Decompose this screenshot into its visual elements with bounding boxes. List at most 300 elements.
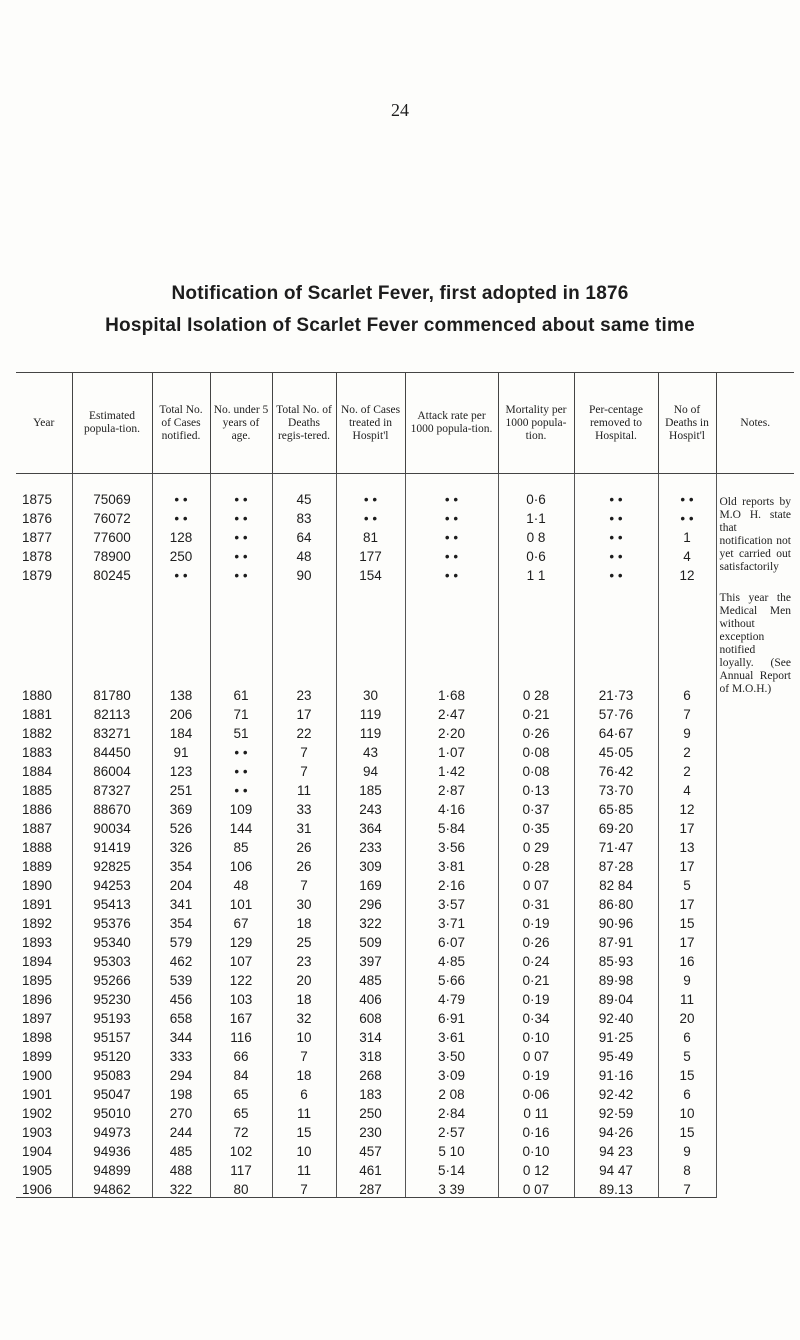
table-cell: 91·25 <box>574 1026 658 1045</box>
table-cell: 101 <box>210 893 272 912</box>
table-cell: • • <box>574 474 658 508</box>
table-cell: 169 <box>336 874 405 893</box>
table-cell: 5 <box>658 1045 716 1064</box>
table-row <box>16 741 794 760</box>
year-cell: 1895 <box>22 973 53 988</box>
table-cell: 2·84 <box>405 1102 498 1121</box>
year-cell: 1897 <box>22 1011 53 1026</box>
table-cell: 3·81 <box>405 855 498 874</box>
table-cell: 364 <box>336 817 405 836</box>
table-row <box>16 798 794 817</box>
notes-cell <box>716 474 794 1198</box>
title-line-2: Hospital Isolation of Scarlet Fever commenced about same time <box>105 315 695 336</box>
table-cell: 287 <box>336 1178 405 1198</box>
table-cell: 8 <box>658 1159 716 1178</box>
table-cell: 3·50 <box>405 1045 498 1064</box>
table-row <box>16 874 794 893</box>
table-cell: 85 <box>210 836 272 855</box>
table-cell: 0 07 <box>498 1178 574 1198</box>
table-cell: 3·61 <box>405 1026 498 1045</box>
table-cell: 354 <box>152 855 210 874</box>
table-cell: • • <box>336 507 405 526</box>
column-header: Year <box>16 373 72 474</box>
table-cell: 77600 <box>72 526 152 545</box>
table-cell: 526 <box>152 817 210 836</box>
table-cell: 344 <box>152 1026 210 1045</box>
table-row <box>16 1064 794 1083</box>
table-cell: 116 <box>210 1026 272 1045</box>
table-cell: 11 <box>272 1102 336 1121</box>
table-cell: 243 <box>336 798 405 817</box>
table-cell: 154 <box>336 564 405 583</box>
table-cell: • • <box>210 526 272 545</box>
column-header: Per-centage removed to Hospital. <box>574 373 658 474</box>
table-cell: 2 08 <box>405 1083 498 1102</box>
table-cell: 22 <box>272 722 336 741</box>
table-cell: 6·91 <box>405 1007 498 1026</box>
table-cell: 87·28 <box>574 855 658 874</box>
table-cell: 369 <box>152 798 210 817</box>
column-header: Mortality per 1000 popula-tion. <box>498 373 574 474</box>
table-cell: 250 <box>152 545 210 564</box>
table-cell: 333 <box>152 1045 210 1064</box>
year-cell: 1878 <box>22 549 53 564</box>
table-cell: 0 29 <box>498 836 574 855</box>
year-cell: 1893 <box>22 935 53 950</box>
table-cell: 15 <box>658 1121 716 1140</box>
table-cell: 106 <box>210 855 272 874</box>
table-cell: • • <box>152 564 210 583</box>
table-cell: 7 <box>272 874 336 893</box>
table-cell: 128 <box>152 526 210 545</box>
table-cell: 119 <box>336 722 405 741</box>
table-cell: 12 <box>658 798 716 817</box>
year-cell: 1892 <box>22 916 53 931</box>
table-cell: 184 <box>152 722 210 741</box>
table-cell: 26 <box>272 836 336 855</box>
table-cell: 95·49 <box>574 1045 658 1064</box>
table-cell: 92·40 <box>574 1007 658 1026</box>
table-cell: • • <box>574 526 658 545</box>
table-cell: 17 <box>658 817 716 836</box>
table-cell: • • <box>210 507 272 526</box>
table-cell: 65 <box>210 1102 272 1121</box>
table-cell: 95230 <box>72 988 152 1007</box>
table-cell: 326 <box>152 836 210 855</box>
table-row <box>16 950 794 969</box>
table-row <box>16 1045 794 1064</box>
table-cell: 15 <box>658 912 716 931</box>
table-cell: 7 <box>658 703 716 722</box>
table-cell: 83271 <box>72 722 152 741</box>
table-cell: 5·84 <box>405 817 498 836</box>
table-cell: 15 <box>658 1064 716 1083</box>
table-cell: 6 <box>658 1083 716 1102</box>
table-cell: 0·26 <box>498 722 574 741</box>
table-cell: • • <box>574 564 658 583</box>
table-cell: 0 12 <box>498 1159 574 1178</box>
page-number: 24 <box>391 100 409 120</box>
table-cell: 4 <box>658 779 716 798</box>
table-cell: 18 <box>272 988 336 1007</box>
year-cell: 1875 <box>22 492 53 507</box>
table-cell: 0·19 <box>498 912 574 931</box>
table-cell: 69·20 <box>574 817 658 836</box>
table-cell: 0 8 <box>498 526 574 545</box>
table-cell: 579 <box>152 931 210 950</box>
table-cell: 95413 <box>72 893 152 912</box>
table-cell: 10 <box>658 1102 716 1121</box>
table-cell: 0·08 <box>498 760 574 779</box>
table-row <box>16 474 794 508</box>
table-cell: 250 <box>336 1102 405 1121</box>
table-cell: 66 <box>210 1045 272 1064</box>
table-cell: 91 <box>152 741 210 760</box>
table-cell: 0·19 <box>498 1064 574 1083</box>
column-header: No of Deaths in Hospit'l <box>658 373 716 474</box>
table-cell: 67 <box>210 912 272 931</box>
table-row <box>16 1140 794 1159</box>
table-cell: 2·16 <box>405 874 498 893</box>
table-cell: 485 <box>152 1140 210 1159</box>
table-cell: 294 <box>152 1064 210 1083</box>
title-line-1: Notification of Scarlet Fever, first adopted in 1876 <box>171 283 629 304</box>
table-header-row <box>16 373 794 474</box>
table-cell: 16 <box>658 950 716 969</box>
year-cell: 1884 <box>22 764 53 779</box>
table-row <box>16 722 794 741</box>
table-cell: 13 <box>658 836 716 855</box>
table-cell: 206 <box>152 703 210 722</box>
table-cell: 94253 <box>72 874 152 893</box>
table-cell: 3 39 <box>405 1178 498 1198</box>
table-cell: 20 <box>272 969 336 988</box>
year-cell: 1876 <box>22 511 53 526</box>
table-cell: 72 <box>210 1121 272 1140</box>
table-cell: 81780 <box>72 583 152 703</box>
table-cell: 25 <box>272 931 336 950</box>
table-cell: 90 <box>272 564 336 583</box>
table-cell: • • <box>210 545 272 564</box>
table-cell: 95047 <box>72 1083 152 1102</box>
table-cell: 1·07 <box>405 741 498 760</box>
table-cell: 17 <box>272 703 336 722</box>
column-header: Attack rate per 1000 popula-tion. <box>405 373 498 474</box>
table-cell: 204 <box>152 874 210 893</box>
year-cell: 1890 <box>22 878 53 893</box>
table-cell: 86·80 <box>574 893 658 912</box>
table-cell: 4 <box>658 545 716 564</box>
year-cell: 1905 <box>22 1163 53 1178</box>
table-cell: 12 <box>658 564 716 583</box>
table-row <box>16 779 794 798</box>
table-cell: 85·93 <box>574 950 658 969</box>
table-cell: 94936 <box>72 1140 152 1159</box>
table-cell: 45·05 <box>574 741 658 760</box>
table-cell: 6 <box>658 1026 716 1045</box>
table-cell: 309 <box>336 855 405 874</box>
table-cell: 23 <box>272 583 336 703</box>
table-cell: 4·16 <box>405 798 498 817</box>
table-cell: 10 <box>272 1026 336 1045</box>
table-cell: • • <box>152 507 210 526</box>
table-cell: 33 <box>272 798 336 817</box>
table-cell: 0 07 <box>498 1045 574 1064</box>
year-cell: 1883 <box>22 745 53 760</box>
table-cell: 9 <box>658 1140 716 1159</box>
table-cell: 94973 <box>72 1121 152 1140</box>
table-cell: 198 <box>152 1083 210 1102</box>
table-cell: 9 <box>658 969 716 988</box>
table-cell: • • <box>210 564 272 583</box>
table-cell: 123 <box>152 760 210 779</box>
table-cell: 92·42 <box>574 1083 658 1102</box>
table-cell: 5 <box>658 874 716 893</box>
table-cell: • • <box>405 507 498 526</box>
table-cell: 10 <box>272 1140 336 1159</box>
table-cell: 43 <box>336 741 405 760</box>
table-cell: 129 <box>210 931 272 950</box>
column-header: Total No. of Deaths regis-tered. <box>272 373 336 474</box>
table-cell: 406 <box>336 988 405 1007</box>
table-cell: 89.13 <box>574 1178 658 1198</box>
table-cell: 95193 <box>72 1007 152 1026</box>
table-cell: 82113 <box>72 703 152 722</box>
table-cell: 57·76 <box>574 703 658 722</box>
table-cell: 1·42 <box>405 760 498 779</box>
column-header: Notes. <box>716 373 794 474</box>
table-row <box>16 1102 794 1121</box>
table-cell: 95376 <box>72 912 152 931</box>
table-cell: 81 <box>336 526 405 545</box>
table-cell: 26 <box>272 855 336 874</box>
table-row <box>16 1026 794 1045</box>
table-cell: 457 <box>336 1140 405 1159</box>
table-cell: 94 <box>336 760 405 779</box>
table-cell: 18 <box>272 1064 336 1083</box>
table-cell: 11 <box>272 779 336 798</box>
table-cell: 270 <box>152 1102 210 1121</box>
table-cell: • • <box>152 474 210 508</box>
table-cell: 7 <box>272 1045 336 1064</box>
table-cell: 95303 <box>72 950 152 969</box>
table-cell: 0·10 <box>498 1140 574 1159</box>
column-header: No. under 5 years of age. <box>210 373 272 474</box>
table-cell: 354 <box>152 912 210 931</box>
table-row <box>16 1121 794 1140</box>
column-header: No. of Cases treated in Hospit'l <box>336 373 405 474</box>
table-cell: 17 <box>658 931 716 950</box>
year-cell: 1885 <box>22 783 53 798</box>
table-cell: 658 <box>152 1007 210 1026</box>
table-cell: • • <box>210 741 272 760</box>
year-cell: 1880 <box>22 688 53 703</box>
table-cell: 119 <box>336 703 405 722</box>
table-row <box>16 703 794 722</box>
table-cell: 80245 <box>72 564 152 583</box>
table-cell: 95157 <box>72 1026 152 1045</box>
table-cell: • • <box>658 507 716 526</box>
table-cell: 3·71 <box>405 912 498 931</box>
table-cell: 32 <box>272 1007 336 1026</box>
table-cell: 462 <box>152 950 210 969</box>
table-cell: • • <box>336 474 405 508</box>
table-cell: 0·37 <box>498 798 574 817</box>
table-cell: • • <box>210 474 272 508</box>
table-cell: 1 1 <box>498 564 574 583</box>
table-cell: • • <box>210 779 272 798</box>
year-cell: 1881 <box>22 707 53 722</box>
table-cell: 1·68 <box>405 583 498 703</box>
table-row <box>16 855 794 874</box>
table-cell: 76·42 <box>574 760 658 779</box>
table-cell: 3·09 <box>405 1064 498 1083</box>
table-row <box>16 1159 794 1178</box>
table-row <box>16 564 794 583</box>
table-cell: 2·57 <box>405 1121 498 1140</box>
column-header: Estimated popula-tion. <box>72 373 152 474</box>
table-cell: 0·21 <box>498 703 574 722</box>
table-cell: 268 <box>336 1064 405 1083</box>
table-cell: 322 <box>336 912 405 931</box>
table-cell: 94 23 <box>574 1140 658 1159</box>
table-row <box>16 1007 794 1026</box>
table-cell: • • <box>405 545 498 564</box>
table-cell: 21·73 <box>574 583 658 703</box>
table-row <box>16 507 794 526</box>
table-cell: 88670 <box>72 798 152 817</box>
table-row <box>16 1178 794 1198</box>
table-cell: 94 47 <box>574 1159 658 1178</box>
table-cell: 7 <box>272 760 336 779</box>
table-cell: 89·04 <box>574 988 658 1007</box>
table-cell: 4·79 <box>405 988 498 1007</box>
table-cell: 314 <box>336 1026 405 1045</box>
table-cell: 80 <box>210 1178 272 1198</box>
table-cell: 6·07 <box>405 931 498 950</box>
table-cell: 6 <box>272 1083 336 1102</box>
table-row <box>16 931 794 950</box>
table-cell: 31 <box>272 817 336 836</box>
table-cell: 341 <box>152 893 210 912</box>
table-cell: • • <box>210 760 272 779</box>
table-cell: 230 <box>336 1121 405 1140</box>
table-row <box>16 1083 794 1102</box>
table-cell: • • <box>658 474 716 508</box>
table-cell: 0·24 <box>498 950 574 969</box>
table-cell: 185 <box>336 779 405 798</box>
table-cell: 75069 <box>72 474 152 508</box>
table-cell: 95340 <box>72 931 152 950</box>
table-cell: 509 <box>336 931 405 950</box>
table-cell: 0·6 <box>498 474 574 508</box>
note-text: This year the Medical Men without exception notified loyally. (See Annual Report of M.O.H.) <box>719 592 791 695</box>
table-cell: 17 <box>658 855 716 874</box>
table-cell: 167 <box>210 1007 272 1026</box>
table-cell: 71·47 <box>574 836 658 855</box>
table-cell: 87327 <box>72 779 152 798</box>
table-cell: 109 <box>210 798 272 817</box>
table-cell: 122 <box>210 969 272 988</box>
table-cell: 5·14 <box>405 1159 498 1178</box>
table-cell: 0·19 <box>498 988 574 1007</box>
table-cell: 11 <box>658 988 716 1007</box>
table-cell: 15 <box>272 1121 336 1140</box>
year-cell: 1894 <box>22 954 53 969</box>
table-cell: 0·28 <box>498 855 574 874</box>
table-cell: 608 <box>336 1007 405 1026</box>
table-cell: 91·16 <box>574 1064 658 1083</box>
table-cell: 0·10 <box>498 1026 574 1045</box>
table-cell: 103 <box>210 988 272 1007</box>
table-cell: 6 <box>658 583 716 703</box>
table-cell: 397 <box>336 950 405 969</box>
table-cell: 0·16 <box>498 1121 574 1140</box>
table-cell: 91419 <box>72 836 152 855</box>
table-cell: 64·67 <box>574 722 658 741</box>
note-text: Old reports by M.O H. state that notification not yet carried out satisfactorily <box>719 496 791 573</box>
table-cell: 76072 <box>72 507 152 526</box>
table-cell: 89·98 <box>574 969 658 988</box>
table-cell: 461 <box>336 1159 405 1178</box>
table-cell: 0·35 <box>498 817 574 836</box>
table-cell: 23 <box>272 950 336 969</box>
table-cell: 244 <box>152 1121 210 1140</box>
year-cell: 1889 <box>22 859 53 874</box>
table-cell: 2·87 <box>405 779 498 798</box>
year-cell: 1903 <box>22 1125 53 1140</box>
table-cell: 17 <box>658 893 716 912</box>
table-cell: 86004 <box>72 760 152 779</box>
table-cell: 0·26 <box>498 931 574 950</box>
table-cell: 0·6 <box>498 545 574 564</box>
scarlet-fever-table <box>16 372 794 1198</box>
table-cell: 20 <box>658 1007 716 1026</box>
table-cell: 73·70 <box>574 779 658 798</box>
table-cell: 30 <box>272 893 336 912</box>
table-cell: 322 <box>152 1178 210 1198</box>
table-cell: 0·06 <box>498 1083 574 1102</box>
year-cell: 1896 <box>22 992 53 1007</box>
table-cell: 65 <box>210 1083 272 1102</box>
table-cell: 3·57 <box>405 893 498 912</box>
year-cell: 1904 <box>22 1144 53 1159</box>
table-row <box>16 760 794 779</box>
table-cell: 107 <box>210 950 272 969</box>
table-cell: 71 <box>210 703 272 722</box>
table-cell: 94862 <box>72 1178 152 1198</box>
table-cell: 4·85 <box>405 950 498 969</box>
table-cell: 0·08 <box>498 741 574 760</box>
year-cell: 1877 <box>22 530 53 545</box>
table-cell: 48 <box>210 874 272 893</box>
table-cell: 2·47 <box>405 703 498 722</box>
table-cell: 539 <box>152 969 210 988</box>
table-cell: 90·96 <box>574 912 658 931</box>
table-cell: • • <box>405 526 498 545</box>
table-cell: 102 <box>210 1140 272 1159</box>
table-cell: 84 <box>210 1064 272 1083</box>
table-row <box>16 583 794 703</box>
table-cell: 3·56 <box>405 836 498 855</box>
table-cell: 82 84 <box>574 874 658 893</box>
column-header: Total No. of Cases notified. <box>152 373 210 474</box>
table-cell: 94899 <box>72 1159 152 1178</box>
table-cell: 177 <box>336 545 405 564</box>
table-cell: 11 <box>272 1159 336 1178</box>
table-cell: 83 <box>272 507 336 526</box>
table-row <box>16 988 794 1007</box>
